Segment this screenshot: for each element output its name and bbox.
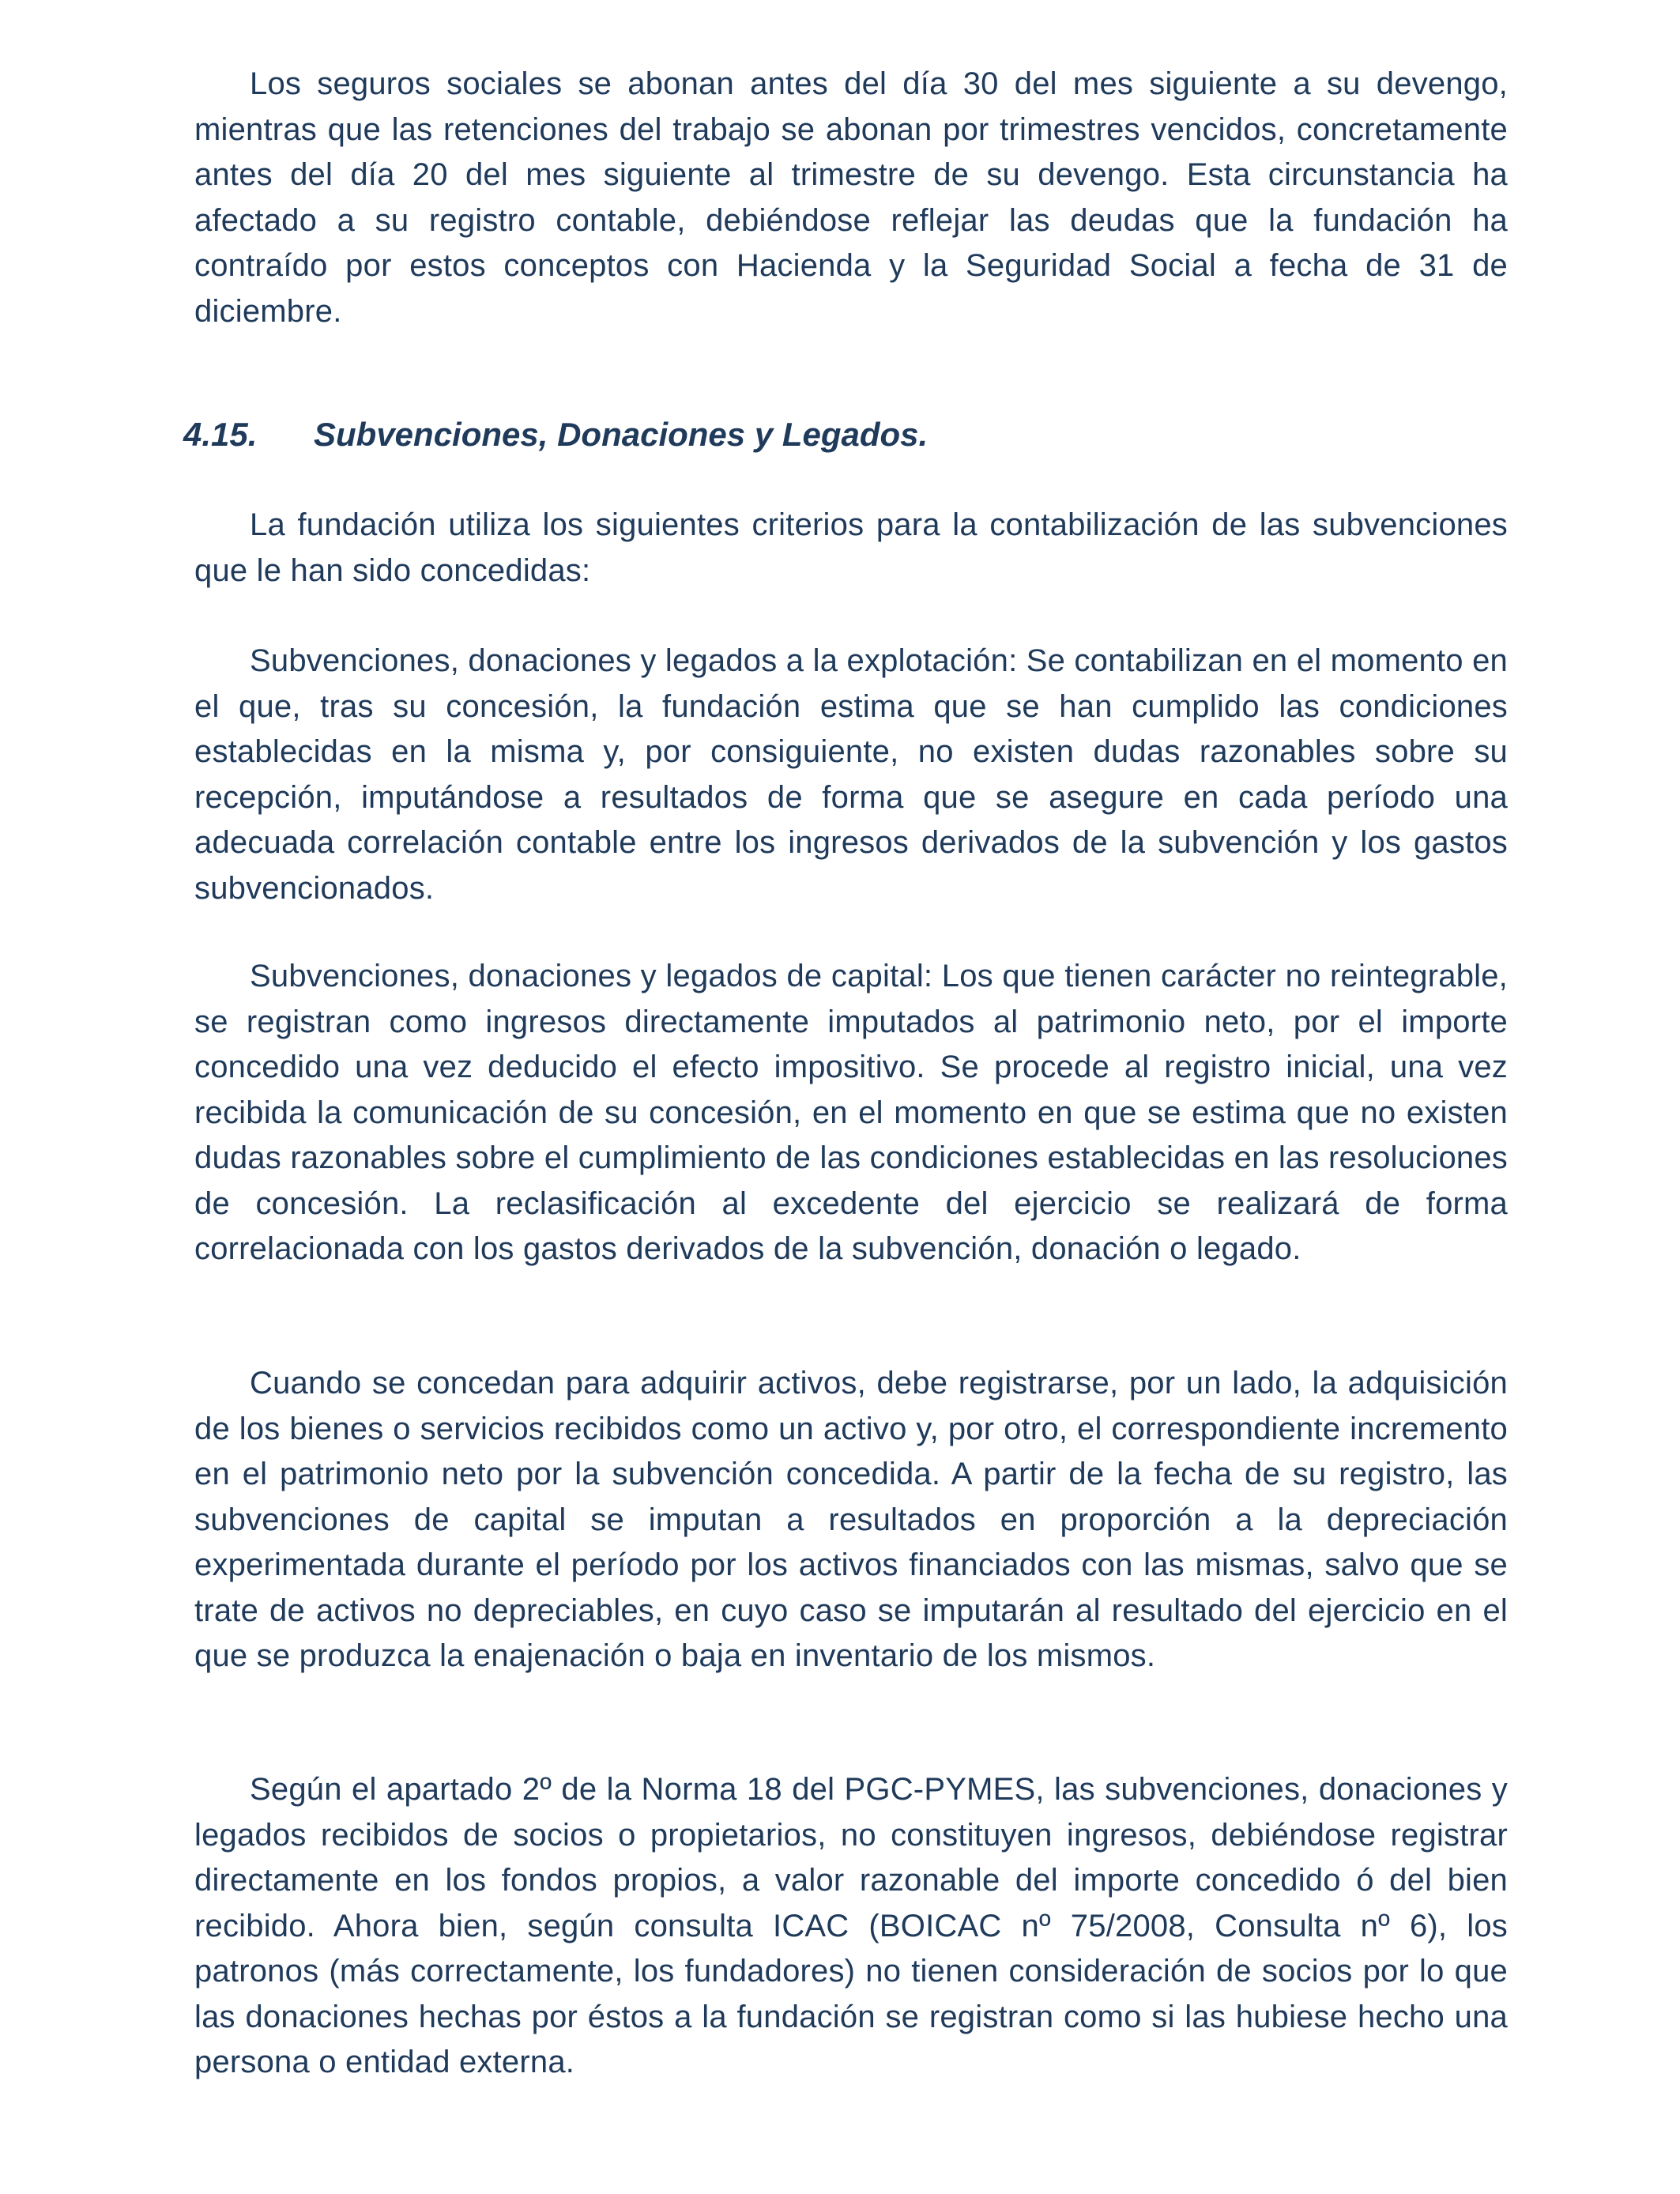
paragraph-capital-subsidies: Subvenciones, donaciones y legados de capital: Los que tienen carácter no reintegrable, se registran como ingresos directamente imputados al patrimonio neto, por el importe concedido una vez deducido el efecto impositivo. Se procede al registro inicial, una vez recibida la comunicación de su concesión, en el momento en que se estima que no existen dudas razonables sobre el cumplimiento de las condiciones establecidas en las resoluciones de concesión. La reclasificación al excedente del ejercicio se realizará de forma correlacionada con los gastos derivados de la subvención, donación o legado. <box>194 959 1508 1266</box>
paragraph-social-security-payments: Los seguros sociales se abonan antes del día 30 del mes siguiente a su devengo, mientras que las retenciones del trabajo se abonan por trimestres vencidos, concretamente antes del día 20 del mes siguiente al trimestre de su devengo. Esta circunstancia ha afectado a su registro contable, debiéndose reflejar las deudas que la fundación ha contraído por estos conceptos con Hacienda y la Seguridad Social a fecha de 31 de diciembre. <box>194 66 1508 329</box>
section-heading <box>183 412 928 458</box>
section-number: 4.15. <box>183 416 258 453</box>
paragraph-operating-subsidies: Subvenciones, donaciones y legados a la explotación: Se contabilizan en el momento en el que, tras su concesión, la fundación estima que se han cumplido las condiciones establecidas en la misma y, por consiguiente, no existen dudas razonables sobre su recepción, imputándose a resultados de forma que se asegure en cada período una adecuada correlación contable entre los ingresos derivados de la subvención y los gastos subvencionados. <box>194 643 1508 906</box>
paragraph-pgc-pymes-norm-18: Según el apartado 2º de la Norma 18 del PGC-PYMES, las subvenciones, donaciones y legados recibidos de socios o propietarios, no constituyen ingresos, debiéndose registrar directamente en los fondos propios, a valor razonable del importe concedido ó del bien recibido. Ahora bien, según consulta ICAC (BOICAC nº 75/2008, Consulta nº 6), los patronos (más correctamente, los fundadores) no tienen consideración de socios por lo que las donaciones hechas por éstos a la fundación se registran como si las hubiese hecho una persona o entidad externa. <box>194 1772 1508 2079</box>
paragraph-subsidy-criteria-intro: La fundación utiliza los siguientes criterios para la contabilización de las subvenciones que le han sido concedidas: <box>194 507 1508 588</box>
section-title: Subvenciones, Donaciones y Legados. <box>314 416 929 453</box>
paragraph-asset-acquisition-subsidies: Cuando se concedan para adquirir activos, debe registrarse, por un lado, la adquisición de los bienes o servicios recibidos como un activo y, por otro, el correspondiente incremento en el patrimonio neto por la subvención concedida. A partir de la fecha de su registro, las subvenciones de capital se imputan a resultados en proporción a la depreciación experimentada durante el período por los activos financiados con las mismas, salvo que se trate de activos no depreciables, en cuyo caso se imputarán al resultado del ejercicio en el que se produzca la enajenación o baja en inventario de los mismos. <box>194 1366 1508 1673</box>
